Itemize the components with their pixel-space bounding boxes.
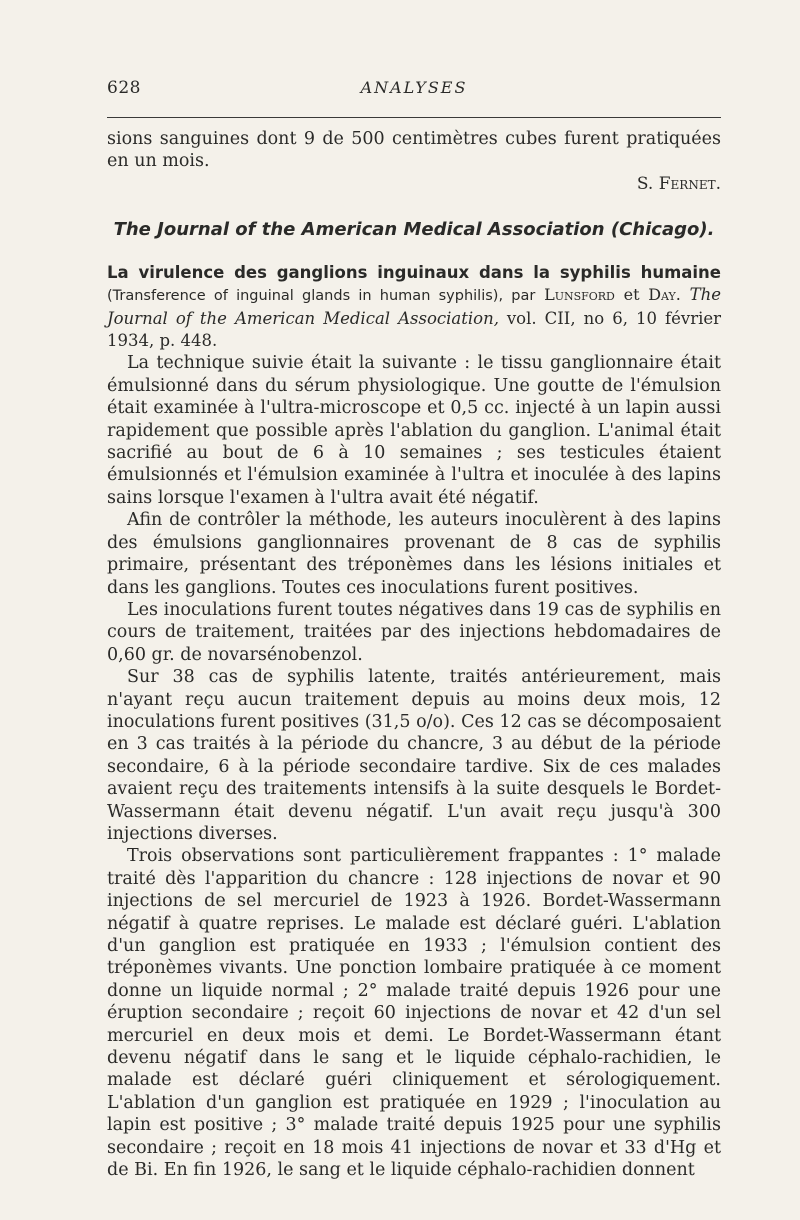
article-heading — [107, 262, 721, 353]
page-header — [107, 78, 721, 102]
article-author-conjunction: et — [623, 285, 640, 305]
paragraph-treatment: Les inoculations furent toutes négatives dans 19 cas de syphilis en cours de traitement, traitées par des injections hebdomadaires de 0,60 gr. de novarsénobenzol. — [107, 599, 721, 665]
journal-title: The Journal of the American Medical Association (Chicago). — [113, 218, 715, 240]
page-body — [107, 128, 721, 1181]
article-title: La virulence des ganglions inguinaux dans la syphilis humaine — [107, 262, 721, 282]
article-author: Day. — [648, 285, 681, 305]
previous-article-ending: sions sanguines dont 9 de 500 centimètres cubes furent pratiquées en un mois. — [107, 129, 721, 172]
article-citation: The Journal of the American Medical Association, — [107, 285, 722, 328]
article-subtitle: (Transference of inguinal glands in human syphilis), par — [107, 288, 536, 305]
running-title: ANALYSES — [360, 78, 468, 97]
previous-article-signature: S. Fernet. — [636, 173, 721, 194]
page-number: 628 — [107, 78, 141, 98]
paragraph-control: Afin de contrôler la méthode, les auteurs inoculèrent à des lapins des émulsions ganglionnaires provenant de 8 cas de syphilis primaire, présentant des tréponèmes dans les lésions initiales et dans les ganglions. Toutes ces inoculations furent positives. — [107, 510, 721, 598]
header-rule — [107, 117, 721, 118]
article-reference: vol. CII, no 6, 10 février 1934, p. 448. — [107, 308, 722, 351]
paragraph-technique: La technique suivie était la suivante : le tissu ganglionnaire était émulsionné dans du sérum physiologique. Une goutte de l'émulsion était examinée à l'ultra-microscope et 0,5 cc. injecté à un lapin aussi rapidement que possible après l'ablation du ganglion. L'animal était sacrifié au bout de 6 à 10 semaines ; ses testicules étaient émulsionnés et l'émulsion examinée à l'ultra et inoculée à des lapins sains lorsque l'examen à l'ultra avait été négatif. — [107, 353, 721, 508]
paragraph-latent: Sur 38 cas de syphilis latente, traités antérieurement, mais n'ayant reçu aucun traitement depuis au moins deux mois, 12 inoculations furent positives (31,5 o/o). Ces 12 cas se décomposaient en 3 cas traités à la période du chancre, 3 au début de la période secondaire, 6 à la période secondaire tardive. Six de ces malades avaient reçu des traitements intensifs à la suite desquels le Bordet-Wassermann était devenu négatif. L'un avait reçu jusqu'à 300 injections diverses. — [107, 667, 721, 844]
article-author: Lunsford — [544, 285, 615, 305]
paragraph-observations: Trois observations sont particulièrement frappantes : 1° malade traité dès l'apparition du chancre : 128 injections de novar et 90 injections de sel mercuriel de 1923 à 1926. Bordet-Wassermann négatif à quatre reprises. Le malade est déclaré guéri. L'ablation d'un ganglion est pratiquée en 1933 ; l'émulsion contient des tréponèmes vivants. Une ponction lombaire pratiquée à ce moment donne un liquide normal ; 2° malade traité depuis 1926 pour une éruption secondaire ; reçoit 60 injections de novar et 42 d'un sel mercuriel en deux mois et demi. Le Bordet-Wassermann étant devenu négatif dans le sang et le liquide céphalo-rachidien, le malade est déclaré guéri cliniquement et sérologiquement. L'ablation d'un ganglion est pratiquée en 1929 ; l'inoculation au lapin est positive ; 3° malade traité depuis 1925 pour une syphilis secondaire ; reçoit en 18 mois 41 injections de novar et 33 d'Hg et de Bi. En fin 1926, le sang et le liquide céphalo-rachidien donnent — [107, 846, 721, 1181]
